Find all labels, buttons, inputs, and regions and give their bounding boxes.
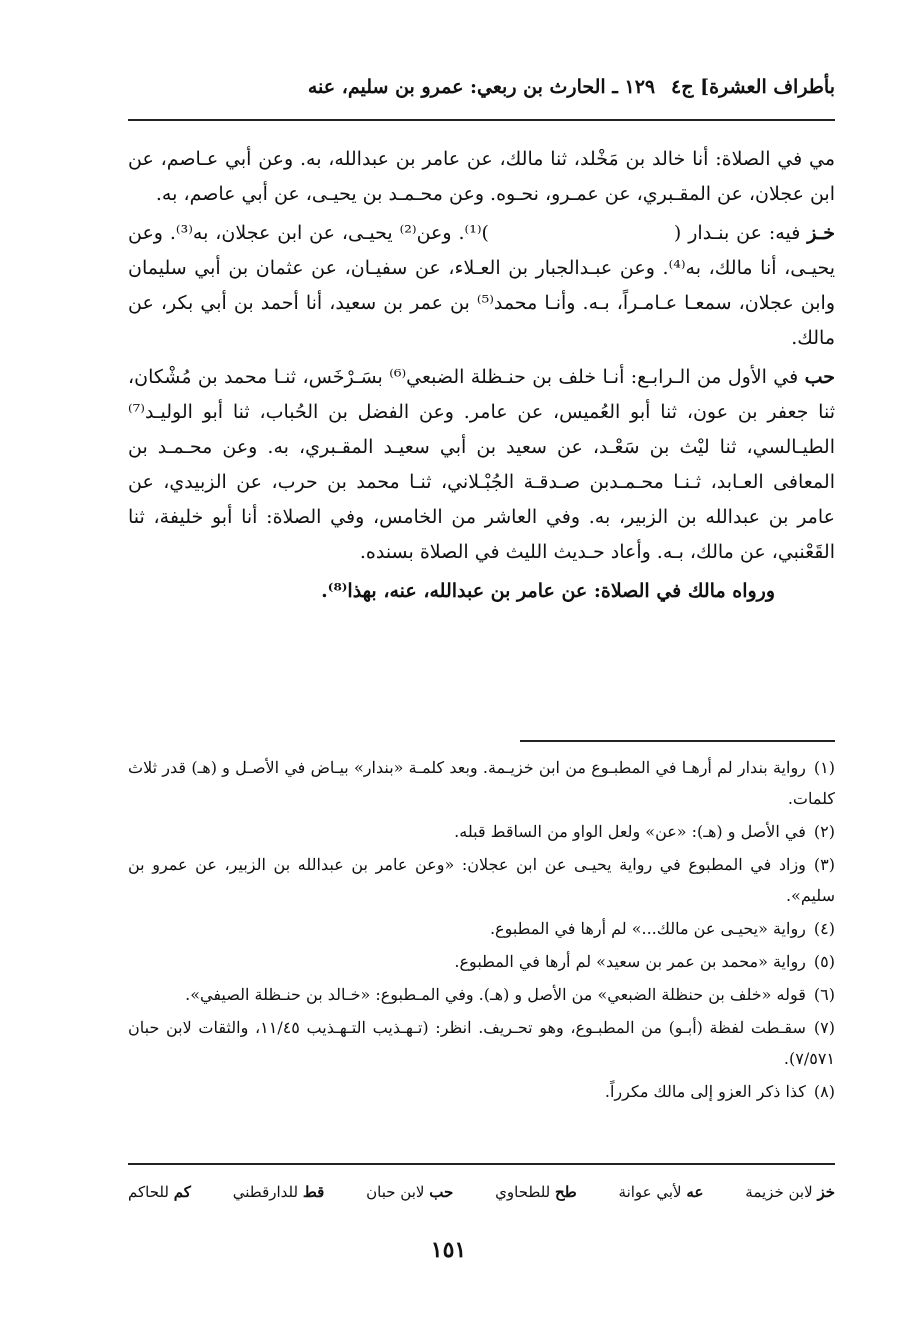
footnote [128,752,835,814]
source-code-khz: خـز [807,222,835,244]
legend-item [745,1183,835,1201]
paragraph-2 [128,216,835,356]
legend-code: خز [817,1183,835,1201]
paragraph-4: ورواه مالك في الصلاة: عن عامر بن عبدالله، عنه، بهذا⁽⁸⁾. [321,580,775,602]
footnote-number: (٦) [813,985,835,1004]
legend-label: لابن حبان [366,1183,425,1201]
legend-item [366,1183,453,1201]
footnote [128,1012,835,1074]
footnote-number: (٢) [813,822,835,841]
legend-item [128,1183,191,1201]
legend-label: لابن خزيمة [745,1183,813,1201]
footnote-number: (٨) [813,1082,835,1101]
legend-code: كم [173,1183,191,1201]
paragraph-3-text: في الأول من الـرابـع: أنـا خلف بن حنـظلة الضبعي⁽⁶⁾ بسَـرْخَس، ثنـا محمد بن مُشْكان، ثنا جعفر بن عون، ثنا أبو العُميس، عن عامر. وعن الفضل بن الحُباب، ثنا أبو الوليـد⁽⁷⁾ الطيـالسي، ثنا ليْث بن سَعْـد، عن سعيد بن أبي سعيـد المقـبري، به. وعن محـمـد بن المعافى العـابد، ثـنـا محـمـدبن صـدقـة الجُبْـلاني، ثنـا محمد بن حرب، عن الزبيدي، عن عامر بن عبدالله بن الزبير، به. وفي العاشر من الخامس، وفي الصلاة: أنا أبو خليفة، ثنا القَعْنبي، عن مالك، بـه. وأعاد حـديث الليث في الصلاة بسنده. [128,366,835,563]
footnote-number: (٧) [813,1018,835,1037]
footnote [128,816,835,847]
footnotes [128,752,835,1109]
header-book-title: بأطراف العشرة] ج٤ [671,76,835,98]
footnote-text: كذا ذكر العزو إلى مالك مكرراً. [604,1082,806,1101]
footnote [128,1076,835,1107]
legend-code: حب [429,1183,454,1201]
legend-item [495,1183,576,1201]
legend-label: للحاكم [128,1183,169,1201]
footnote-text: سقـطت لفظة (أبـو) من المطبـوع، وهو تحـريف. انظر: (تـهـذيب التـهـذيب ١١/٤٥، والثقات لابن حبان ٧/٥٧١). [128,1018,835,1068]
running-header [128,68,835,108]
main-text [128,142,835,613]
footnote-number: (٤) [813,919,835,938]
legend-label: للدارقطني [232,1183,299,1201]
footnote-number: (٥) [813,952,835,971]
legend-rule [128,1163,835,1165]
footnote-text: رواية بندار لم أرهـا في المطبـوع من ابن خزيـمة. وبعد كلمـة «بندار» بيـاض في الأصـل و (هـ) قدر ثلاث كلمات. [128,758,835,808]
header-rule [128,119,835,121]
legend-code: طح [555,1183,577,1201]
legend-label: للطحاوي [495,1183,551,1201]
header-chapter-title: ١٢٩ ـ الحارث بن ربعي: عمرو بن سليم، عنه [307,76,656,98]
footnote-text: رواية «محمد بن عمر بن سعيد» لم أرها في المطبوع. [454,952,806,971]
legend-label: لأبي عوانة [618,1183,682,1201]
footnote-rule [520,740,835,742]
footnote-text: رواية «يحيـى عن مالك...» لم أرها في المطبوع. [489,919,806,938]
footnote [128,913,835,944]
paragraph-1: مي في الصلاة: أنا خالد بن مَخْلد، ثنا مالك، عن عامر بن عبدالله، به. وعن أبي عـاصم، عن ابن عجلان، عن المقـبري، عن عمـرو، نحـوه. وعن محـمـد بن يحيـى، عن أبي عاصم، به. [128,148,835,205]
footnote-text: في الأصل و (هـ): «عن» ولعل الواو من الساقط قبله. [454,822,806,841]
page-number: ١٥١ [430,1237,467,1263]
legend-item [619,1183,704,1201]
legend-code: عه [686,1183,704,1201]
footnote-text: قوله «خلف بن حنظلة الضبعي» من الأصل و (هـ). وفي المـطبوع: «خـالد بن حنـظلة الصيفي». [185,985,806,1004]
paragraph-2-part-a: فيه: عن بنـدار ( [673,222,808,244]
footnote [128,979,835,1010]
footnote [128,946,835,977]
footnote-number: (١) [813,758,835,777]
legend-code: قط [302,1183,325,1201]
abbreviation-legend [128,1183,835,1201]
footnote [128,849,835,911]
paragraph-2-part-b: )⁽¹⁾. وعن⁽²⁾ يحيـى، عن ابن عجلان، به⁽³⁾. وعن يحيـى، أنا مالك، به⁽⁴⁾. وعن عبـدالجبار بن العـلاء، عن سفيـان، عن عثمان بن أبي سليمان وابن عجلان، سمعـا عـامـراً، بـه. وأنـا محمد⁽⁵⁾ بن عمر بن سعيد، أنا أحمد بن أبي بكر، عن مالك. [128,222,836,349]
footnote-number: (٣) [813,855,835,874]
legend-item [233,1183,325,1201]
paragraph-3 [128,360,835,570]
footnote-text: وزاد في المطبوع في رواية يحيـى عن ابن عجلان: «وعن عامر بن عبدالله بن الزبير، عن عمرو بن سليم». [128,855,835,905]
source-code-hb: حب [804,366,835,388]
